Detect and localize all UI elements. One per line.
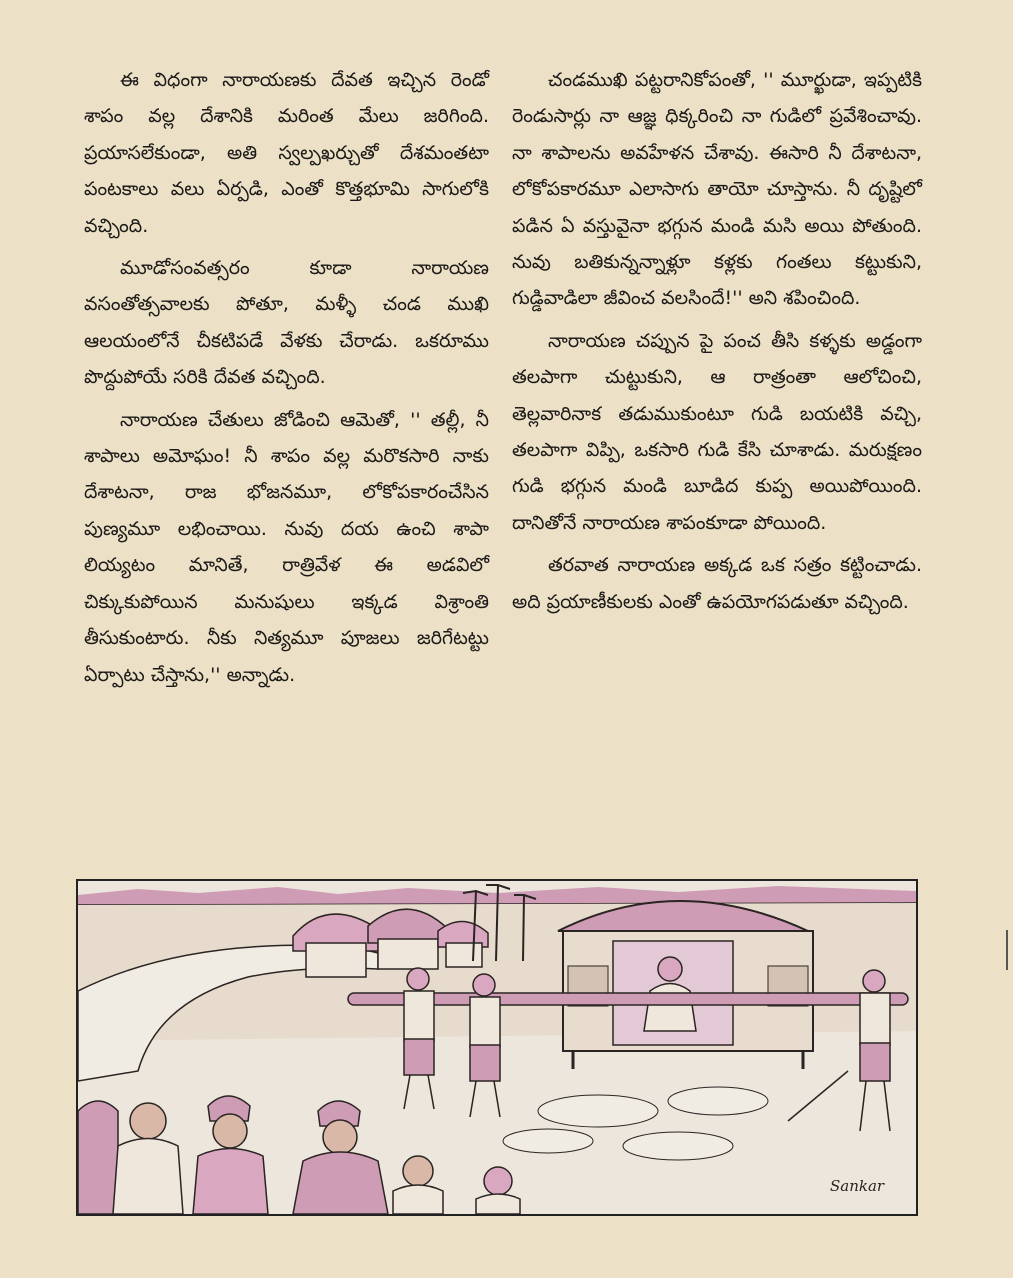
paragraph: నారాయణ చేతులు జోడించి ఆమెతో, '' తల్లీ, నీ శాపాలు అమోఘం! నీ శాపం వల్ల మరొకసారి నాకు దేశాటనా, రాజ భోజనమూ, లోకోపకారంచేసిన పుణ్యమూ లభించాయి. నువు దయ ఉంచి శాపా లియ్యటం మానితే, రాత్రివేళ ఈ అడవిలో చిక్కుకుపోయిన మనుషులు ఇక్కడ విశ్రాంతి తీసుకుంటారు. నీకు నిత్యమూ పూజలు జరిగేటట్టు ఏర్పాటు చేస్తాను,'' అన్నాడు.: [84, 408, 489, 686]
paragraph: ఈ విధంగా నారాయణకు దేవత ఇచ్చిన రెండో శాపం వల్ల దేశానికి మరింత మేలు జరిగింది. ప్రయాసలేకుండా, అతి స్వల్పఖర్చుతో దేశమంతటా పంటకాలు వలు ఏర్పడి, ఎంతో కొత్తభూమి సాగులోకి వచ్చింది.: [84, 69, 489, 237]
paragraph: తరవాత నారాయణ అక్కడ ఒక సత్రం కట్టించాడు. అది ప్రయాణీకులకు ఎంతో ఉపయోగపడుతూ వచ్చింది.: [512, 554, 922, 613]
left-text-column: [84, 62, 489, 699]
right-text-column: [512, 62, 922, 626]
palanquin-illustration: [76, 879, 918, 1216]
palanquin: [558, 901, 813, 1069]
paragraph: చండముఖి పట్టరానికోపంతో, '' మూర్ఖుడా, ఇప్పటికి రెండుసార్లు నా ఆజ్ఞ ధిక్కరించి నా గుడిలో ప్రవేశించావు. నా శాపాలను అవహేళన చేశావు. ఈసారి నీ దేశాటనా, లోకోపకారమూ ఎలాసాగు తాయో చూస్తాను. నీ దృష్టిలో పడిన ఏ వస్తువైనా భగ్గున మండి మసి అయి పోతుంది. నువు బతికున్నన్నాళ్లూ కళ్లకు గంతలు కట్టుకుని, గుడ్డివాడిలా జీవించ వలసిందే!'' అని శపించింది.: [512, 69, 922, 310]
paragraph: మూడోసంవత్సరం కూడా నారాయణ వసంతోత్సవాలకు పోతూ, మళ్ళీ చండ ముఖి ఆలయంలోనే చీకటిపడే వేళకు చేరాడు. ఒకరూము పొద్దుపోయే సరికి దేవత వచ్చింది.: [84, 257, 489, 389]
illustration-drawing: [78, 881, 916, 1214]
margin-mark: [1006, 930, 1008, 970]
paragraph: నారాయణ చప్పున పై పంచ తీసి కళ్ళకు అడ్డంగా తలపాగా చుట్టుకుని, ఆ రాత్రంతా ఆలోచించి, తెల్లవారినాక తడుముకుంటూ గుడి బయటికి వచ్చి, తలపాగా విప్పి, ఒకసారి గుడి కేసి చూశాడు. మరుక్షణం గుడి భగ్గున మండి బూడిద కుప్ప అయిపోయింది. దానితోనే నారాయణ శాపంకూడా పోయింది.: [512, 329, 922, 534]
artist-signature: Sankar: [830, 1177, 885, 1195]
